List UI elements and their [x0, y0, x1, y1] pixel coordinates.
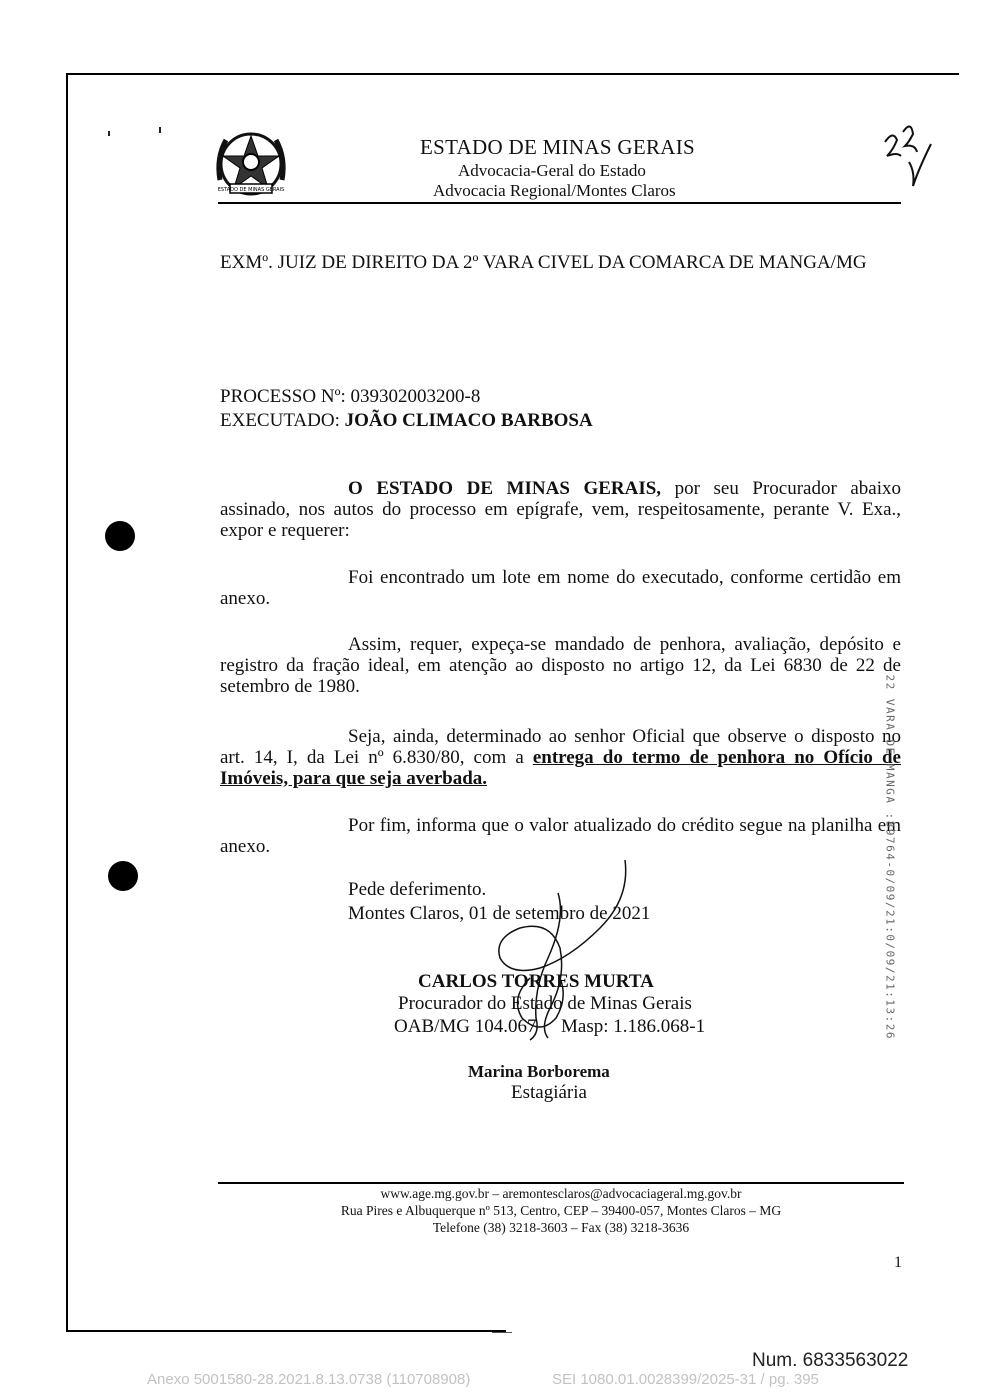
paragraph-credit: Por fim, informa que o valor atualizado do crédito segue na planilha em anexo.: [220, 815, 901, 857]
header-title: ESTADO DE MINAS GERAIS: [420, 135, 696, 159]
annex-reference: Anexo 5001580-28.2021.8.13.0738 (110708908): [147, 1371, 471, 1388]
page-number: 1: [894, 1254, 902, 1271]
frame-bottom-dash: [492, 1332, 512, 1333]
scan-mark: [159, 127, 161, 133]
signer-oab: OAB/MG 104.067: [394, 1016, 537, 1037]
document-number: Num. 6833563022: [752, 1350, 909, 1371]
header-subtitle-regional: Advocacia Regional/Montes Claros: [433, 181, 676, 200]
paragraph-officer: [220, 726, 901, 789]
closing-place-date: Montes Claros, 01 de setembro de 2021: [348, 903, 651, 924]
paragraph-intro-bold: O ESTADO DE MINAS GERAIS,: [348, 478, 662, 499]
paragraph-intro: [220, 478, 901, 541]
scan-mark: [108, 131, 110, 136]
process-label: PROCESSO Nº:: [220, 386, 346, 407]
signer-role: Procurador do Estado de Minas Gerais: [398, 993, 692, 1014]
header-rule: [218, 202, 901, 204]
executed-label: EXECUTADO:: [220, 410, 340, 431]
header-subtitle-agency: Advocacia-Geral do Estado: [458, 161, 646, 180]
paragraph-officer-bold: entrega do termo de penhora no Ofício de Imóveis, para que seja averbada.: [220, 747, 901, 789]
closing-request: Pede deferimento.: [348, 879, 487, 900]
footer-rule: [218, 1182, 904, 1184]
footer-phone: Telefone (38) 3218-3603 – Fax (38) 3218-3636: [432, 1220, 690, 1235]
side-protocol-stamp: 22 VARA DE MANGA :89764-0/09/21:0/09/21:13:26: [883, 674, 897, 1041]
sei-reference: SEI 1080.01.0028399/2025-31 / pg. 395: [552, 1371, 819, 1388]
handwritten-initials: [875, 112, 935, 192]
paragraph-request: Assim, requer, expeça-se mandado de penhora, avaliação, depósito e registro da fração ideal, em atenção ao disposto no artigo 12, da Lei 6830 de 22 de setembro de 1980.: [220, 634, 901, 697]
addressee: EXMº. JUIZ DE DIREITO DA 2º VARA CIVEL DA COMARCA DE MANGA/MG: [220, 252, 867, 273]
punch-hole: [108, 861, 138, 891]
state-coat-of-arms-emblem: [212, 128, 290, 200]
signer-masp: Masp: 1.186.068-1: [561, 1016, 706, 1037]
executed-line: [220, 410, 593, 431]
frame-top-border: [66, 73, 959, 75]
footer-web-email: www.age.mg.gov.br – aremontesclaros@advocaciageral.mg.gov.br: [380, 1186, 742, 1201]
process-number: 039302003200-8: [350, 386, 481, 407]
handwritten-signature: [470, 858, 640, 1048]
process-line: [220, 386, 480, 407]
signer-name: CARLOS TORRES MURTA: [418, 971, 654, 992]
footer-address: Rua Pires e Albuquerque nº 513, Centro, CEP – 39400-057, Montes Claros – MG: [340, 1203, 782, 1218]
frame-left-border: [66, 73, 68, 1331]
intern-name: Marina Borborema: [468, 1062, 610, 1081]
frame-bottom-border: [66, 1330, 506, 1332]
paragraph-intro-rest: por seu Procurador abaixo assinado, nos autos do processo em epígrafe, vem, respeitosamente, perante V. Exa., expor e requerer:: [220, 478, 901, 541]
executed-name: JOÃO CLIMACO BARBOSA: [344, 410, 593, 431]
paragraph-lot-found: Foi encontrado um lote em nome do executado, conforme certidão em anexo.: [220, 567, 901, 609]
punch-hole: [105, 521, 135, 551]
paragraph-officer-start: Seja, ainda, determinado ao senhor Oficial que observe o disposto no art. 14, I, da Lei nº 6.830/80, com a: [220, 726, 901, 768]
emblem-text: ESTADO DE MINAS GERAIS: [217, 187, 285, 193]
intern-role: Estagiária: [511, 1082, 587, 1103]
